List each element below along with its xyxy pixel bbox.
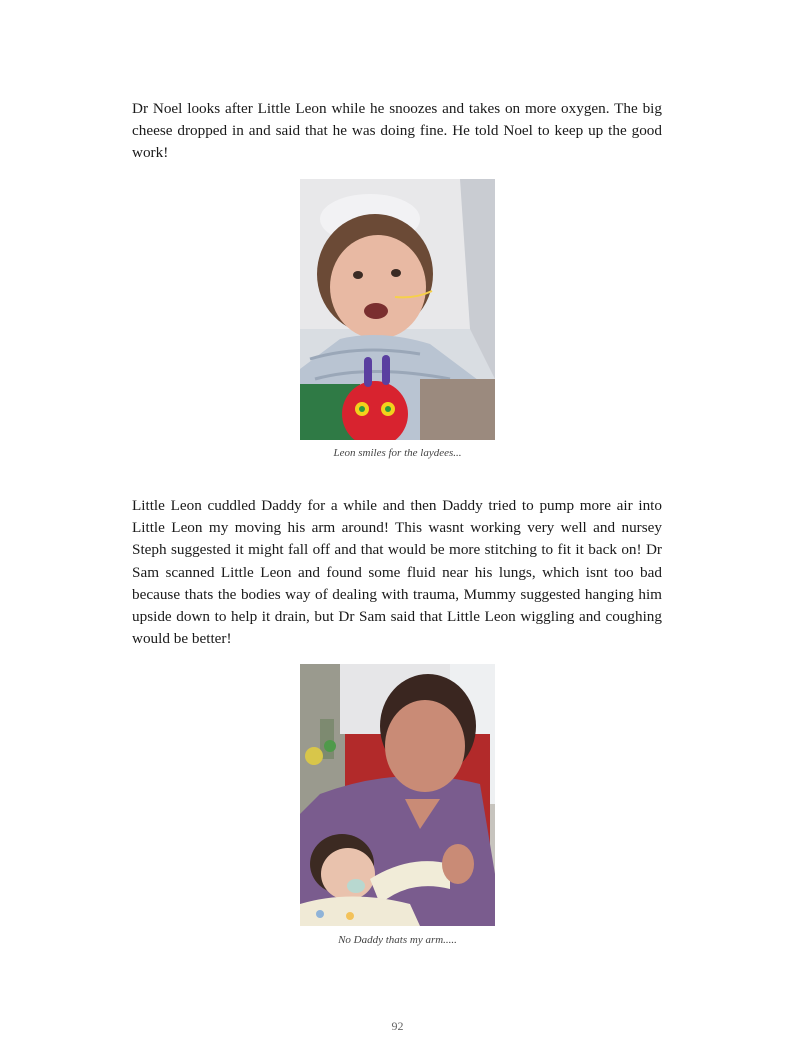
caption-2: No Daddy thats my arm..... (338, 934, 457, 946)
page-number: 92 (391, 1019, 404, 1033)
photo-daddy-holding-baby (300, 664, 495, 926)
photo-baby-smiling (300, 179, 495, 440)
caption-1: Leon smiles for the laydees... (333, 447, 462, 459)
paragraph-2: Little Leon cuddled Daddy for a while and then Daddy tried to pump more air into Little Leon my moving his arm around! This wasnt working very well and nursey Steph suggested it might fall off and that would be more stitching to fit it back on! Dr Sam scanned Little Leon and found some fluid near his lungs, which isnt too bad because thats the bodies way of dealing with trauma, Mummy suggested hanging him upside down to help it drain, but Dr Sam said that Little Leon wiggling and coughing would be better! (132, 497, 662, 648)
paragraph-1: Dr Noel looks after Little Leon while he snoozes and takes on more oxygen. The big cheese dropped in and said that he was doing fine. He told Noel to keep up the good work! (132, 100, 662, 162)
